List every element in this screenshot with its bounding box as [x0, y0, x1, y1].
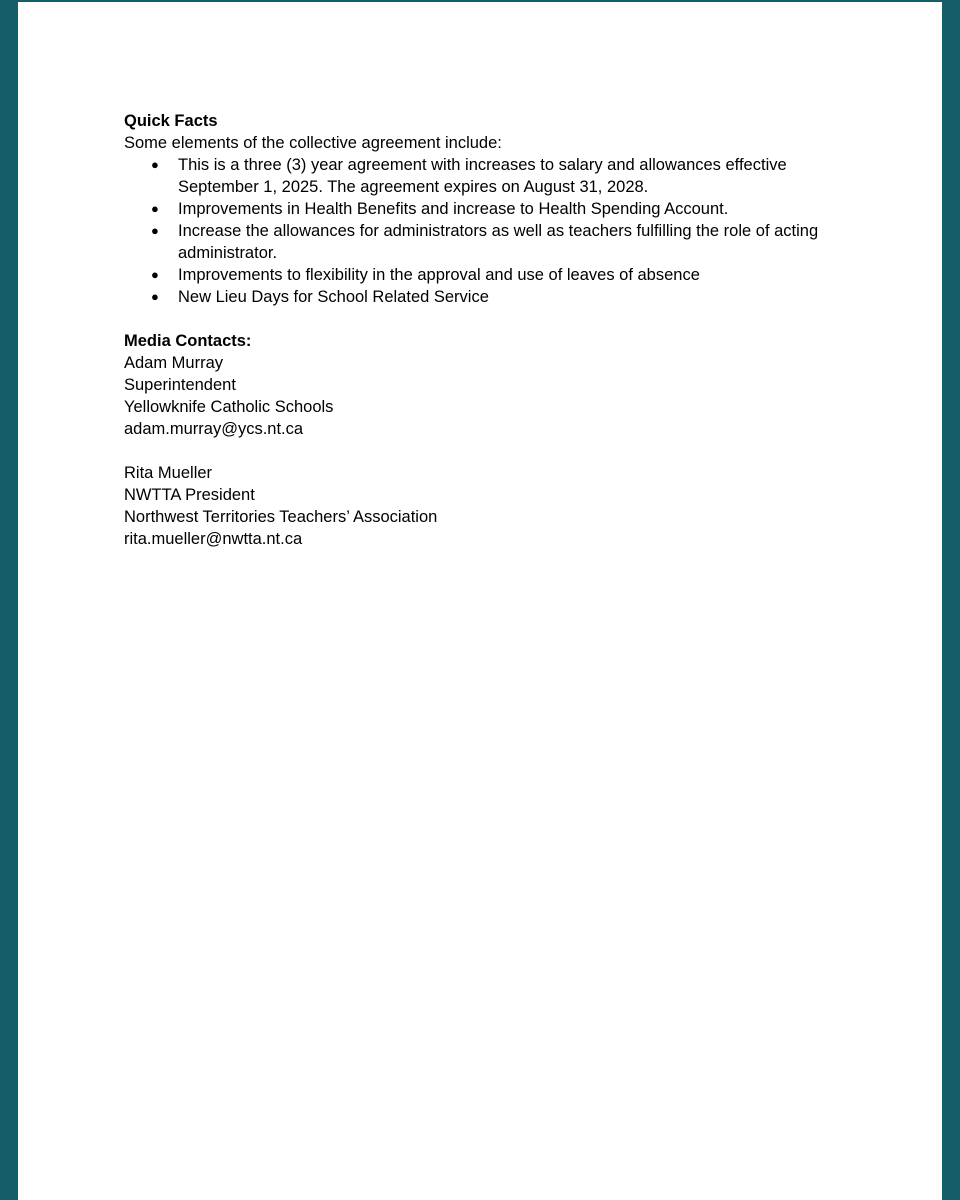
quick-facts-list: [124, 154, 864, 308]
document-page: [18, 2, 942, 1200]
list-item-text: Improvements to flexibility in the approval and use of leaves of absence: [178, 266, 700, 284]
bullet-icon: ●: [151, 289, 159, 304]
list-item: [124, 220, 864, 264]
document-content: [124, 110, 864, 550]
contact-organization: Yellowknife Catholic Schools: [124, 398, 334, 416]
contact-title: NWTTA President: [124, 486, 255, 504]
contact-block-rita-mueller: [124, 462, 864, 550]
contact-block-adam-murray: [124, 352, 864, 440]
list-item-text: Increase the allowances for administrators as well as teachers fulfilling the role of acting administrator.: [178, 222, 819, 262]
bullet-icon: ●: [151, 157, 159, 172]
contact-email: adam.murray@ycs.nt.ca: [124, 420, 304, 438]
contact-email: rita.mueller@nwtta.nt.ca: [124, 530, 303, 548]
bullet-icon: ●: [151, 267, 159, 282]
contact-title: Superintendent: [124, 376, 236, 394]
quick-facts-heading: Quick Facts: [124, 112, 218, 130]
list-item: [124, 286, 864, 308]
list-item: [124, 154, 864, 198]
list-item-text: New Lieu Days for School Related Service: [178, 288, 489, 306]
contact-name: Rita Mueller: [124, 464, 213, 482]
media-contacts-heading: Media Contacts:: [124, 332, 252, 350]
spacer: [124, 440, 864, 462]
contact-organization: Northwest Territories Teachers’ Association: [124, 508, 438, 526]
spacer: [124, 308, 864, 330]
list-item: [124, 264, 864, 286]
list-item-text: Improvements in Health Benefits and increase to Health Spending Account.: [178, 200, 729, 218]
bullet-icon: ●: [151, 201, 159, 216]
list-item-text: This is a three (3) year agreement with increases to salary and allowances effective September 1, 2025. The agreement expires on August 31, 2028.: [178, 156, 787, 196]
list-item: [124, 198, 864, 220]
bullet-icon: ●: [151, 223, 159, 238]
quick-facts-intro: Some elements of the collective agreement include:: [124, 134, 502, 152]
contact-name: Adam Murray: [124, 354, 224, 372]
